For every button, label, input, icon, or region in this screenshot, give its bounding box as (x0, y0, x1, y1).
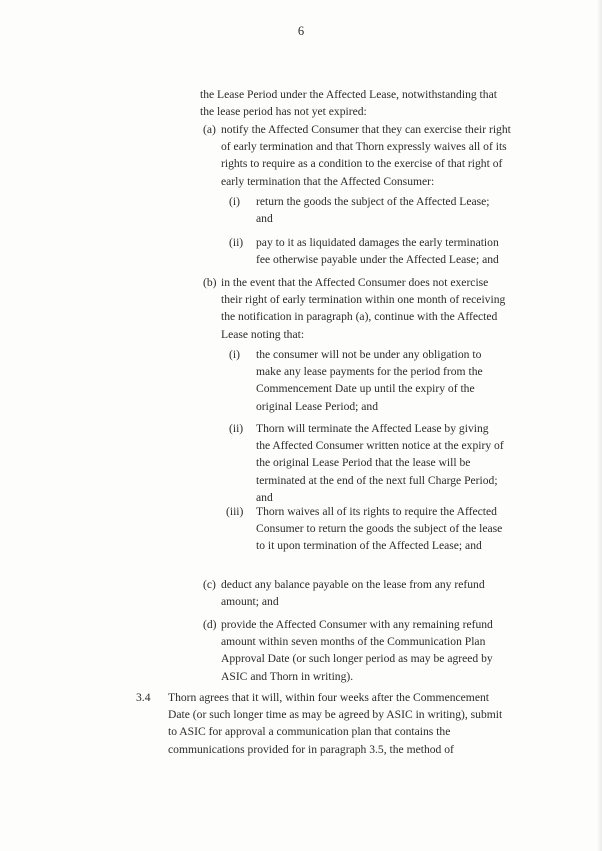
item-c-text: deduct any balance payable on the lease from any refund amount; and (221, 578, 485, 609)
item-c (0, 576, 602, 612)
scan-edge-shadow (597, 0, 602, 851)
item-b-iii-text: Thorn waives all of its rights to require the Affected Consumer to return the goods the subject of the lease to it upon termination of the Affected Lease; and (256, 505, 503, 553)
item-b-iii-label: (iii) (226, 505, 244, 518)
item-b-text: in the event that the Affected Consumer does not exercise their right of early termination within one month of receiving the notification in paragraph (a), continue with the Affected Lease noting that: (221, 276, 506, 341)
item-a (0, 121, 602, 191)
intro-paragraph (200, 86, 505, 120)
item-a-ii-label: (ii) (229, 236, 244, 249)
item-a-i-label: (i) (229, 195, 240, 208)
item-a-ii (0, 234, 602, 270)
item-a-text: notify the Affected Consumer that they can exercise their right of early termination and that Thorn expressly waives all of its rights to require as a condition to the exercise of that right of early termination that the Affected Consumer: (221, 123, 511, 188)
item-b-i-label: (i) (229, 348, 240, 361)
item-b-iii (0, 503, 602, 573)
clause-3-4 (0, 689, 602, 759)
item-b-ii-label: (ii) (229, 422, 244, 435)
item-a-ii-text: pay to it as liquidated damages the early termination fee otherwise payable under the Affected Lease; and (256, 236, 499, 267)
item-a-i (0, 193, 602, 229)
item-d-text: provide the Affected Consumer with any remaining refund amount within seven months of the Communication Plan Approval Date (or such longer period as may be agreed by ASIC and Thorn in writing). (221, 618, 493, 683)
intro-text: the Lease Period under the Affected Lease, notwithstanding that the lease period has not yet expired: (200, 88, 497, 119)
page-number: 6 (297, 24, 305, 38)
item-a-label: (a) (203, 123, 216, 136)
item-b-label: (b) (203, 276, 217, 289)
item-a-i-text: return the goods the subject of the Affected Lease; and (256, 195, 490, 226)
item-b-ii-text: Thorn will terminate the Affected Lease by giving the Affected Consumer written notice at the expiry of the original Lease Period that the lease will be terminated at the end of the next full Charge Period; and (256, 422, 504, 504)
item-b-i-text: the consumer will not be under any obligation to make any lease payments for the period from the Commencement Date up until the expiry of the original Lease Period; and (256, 348, 483, 413)
item-b-ii (0, 420, 602, 508)
item-b-i (0, 346, 602, 416)
clause-3-4-label: 3.4 (136, 691, 151, 704)
clause-3-4-text: Thorn agrees that it will, within four weeks after the Commencement Date (or such longer time as may be agreed by ASIC in writing), submit to ASIC for approval a communication plan that contains the communications provided for in paragraph 3.5, the method of (168, 691, 503, 756)
item-d-label: (d) (203, 618, 217, 631)
item-c-label: (c) (203, 578, 216, 591)
item-b (0, 274, 602, 344)
item-d (0, 616, 602, 686)
